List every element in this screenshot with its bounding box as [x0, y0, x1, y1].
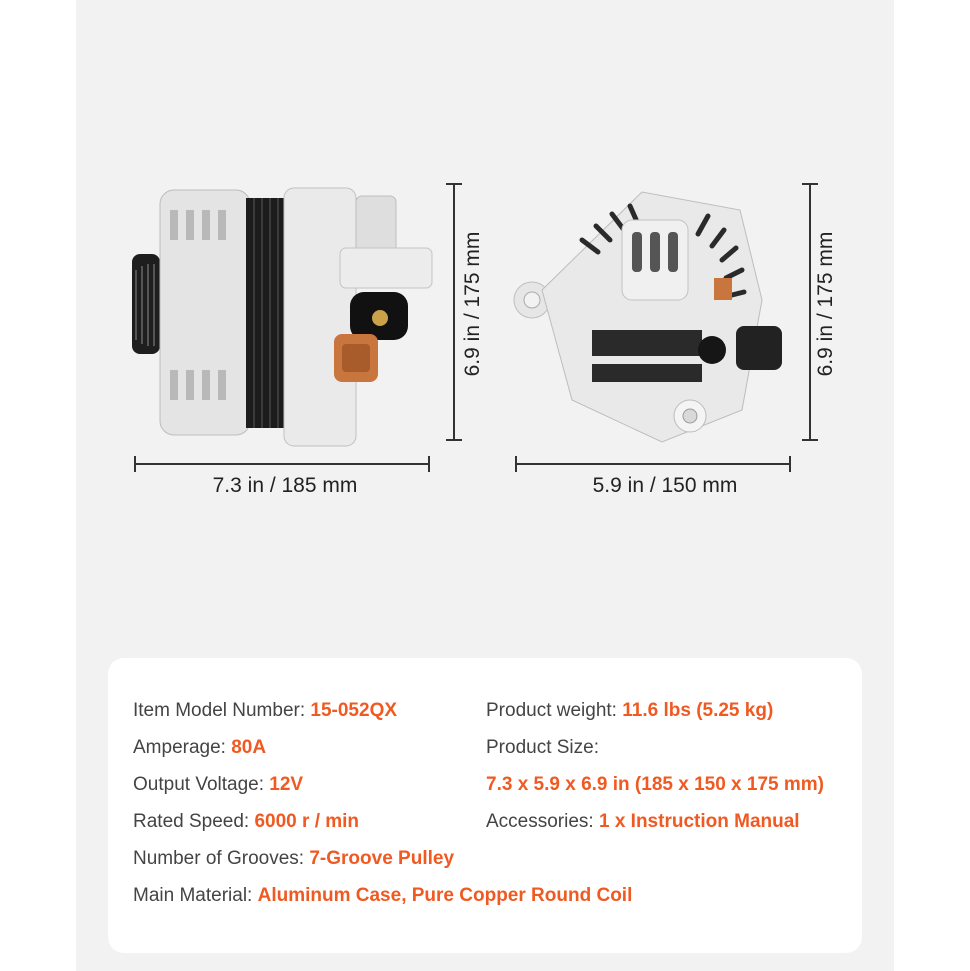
spec-rated-speed — [133, 811, 359, 833]
left-width-cap-right — [428, 456, 430, 472]
spec-value: 15-052QX — [310, 700, 398, 721]
spec-amperage — [133, 737, 266, 759]
spec-value: 1 x Instruction Manual — [598, 811, 800, 832]
spec-product-size-value — [486, 774, 824, 796]
right-width-line — [515, 463, 791, 465]
spec-value: Aluminum Case, Pure Copper Round Coil — [257, 885, 633, 906]
alternator-side-view-image — [128, 180, 438, 450]
right-width-cap-right — [789, 456, 791, 472]
spec-value: 12V — [269, 774, 304, 795]
right-height-cap-bottom — [802, 439, 818, 441]
spec-label: Main Material: — [133, 885, 253, 906]
spec-output-voltage — [133, 774, 303, 796]
spec-accessories — [486, 811, 800, 833]
alternator-rear-view-image — [512, 180, 794, 450]
left-height-cap-top — [446, 183, 462, 185]
left-height-cap-bottom — [446, 439, 462, 441]
spec-label: Output Voltage: — [133, 774, 264, 795]
spec-label: Amperage: — [133, 737, 226, 758]
spec-label: Rated Speed: — [133, 811, 250, 832]
spec-label: Accessories: — [486, 811, 594, 832]
spec-value: 11.6 lbs (5.25 kg) — [622, 700, 774, 721]
spec-product-size-label — [486, 737, 599, 759]
left-width-line — [134, 463, 430, 465]
spec-label: Item Model Number: — [133, 700, 306, 721]
left-width-label: 7.3 in / 185 mm — [212, 474, 358, 497]
spec-value: 7.3 x 5.9 x 6.9 in (185 x 150 x 175 mm) — [486, 774, 825, 795]
right-width-label: 5.9 in / 150 mm — [592, 474, 738, 497]
left-height-label: 6.9 in / 175 mm — [461, 231, 484, 377]
left-height-line — [453, 183, 455, 441]
spec-value: 80A — [231, 737, 267, 758]
spec-label: Product weight: — [486, 700, 617, 721]
right-height-cap-top — [802, 183, 818, 185]
left-width-cap-left — [134, 456, 136, 472]
spec-label: Number of Grooves: — [133, 848, 305, 869]
spec-grooves — [133, 848, 454, 870]
spec-card — [108, 658, 862, 953]
spec-label: Product Size: — [486, 737, 599, 758]
spec-value: 7-Groove Pulley — [309, 848, 455, 869]
spec-product-weight — [486, 700, 773, 722]
spec-value: 6000 r / min — [254, 811, 360, 832]
right-height-label: 6.9 in / 175 mm — [814, 231, 837, 377]
right-width-cap-left — [515, 456, 517, 472]
spec-model-number — [133, 700, 397, 722]
spec-main-material — [133, 885, 632, 907]
right-height-line — [809, 183, 811, 441]
